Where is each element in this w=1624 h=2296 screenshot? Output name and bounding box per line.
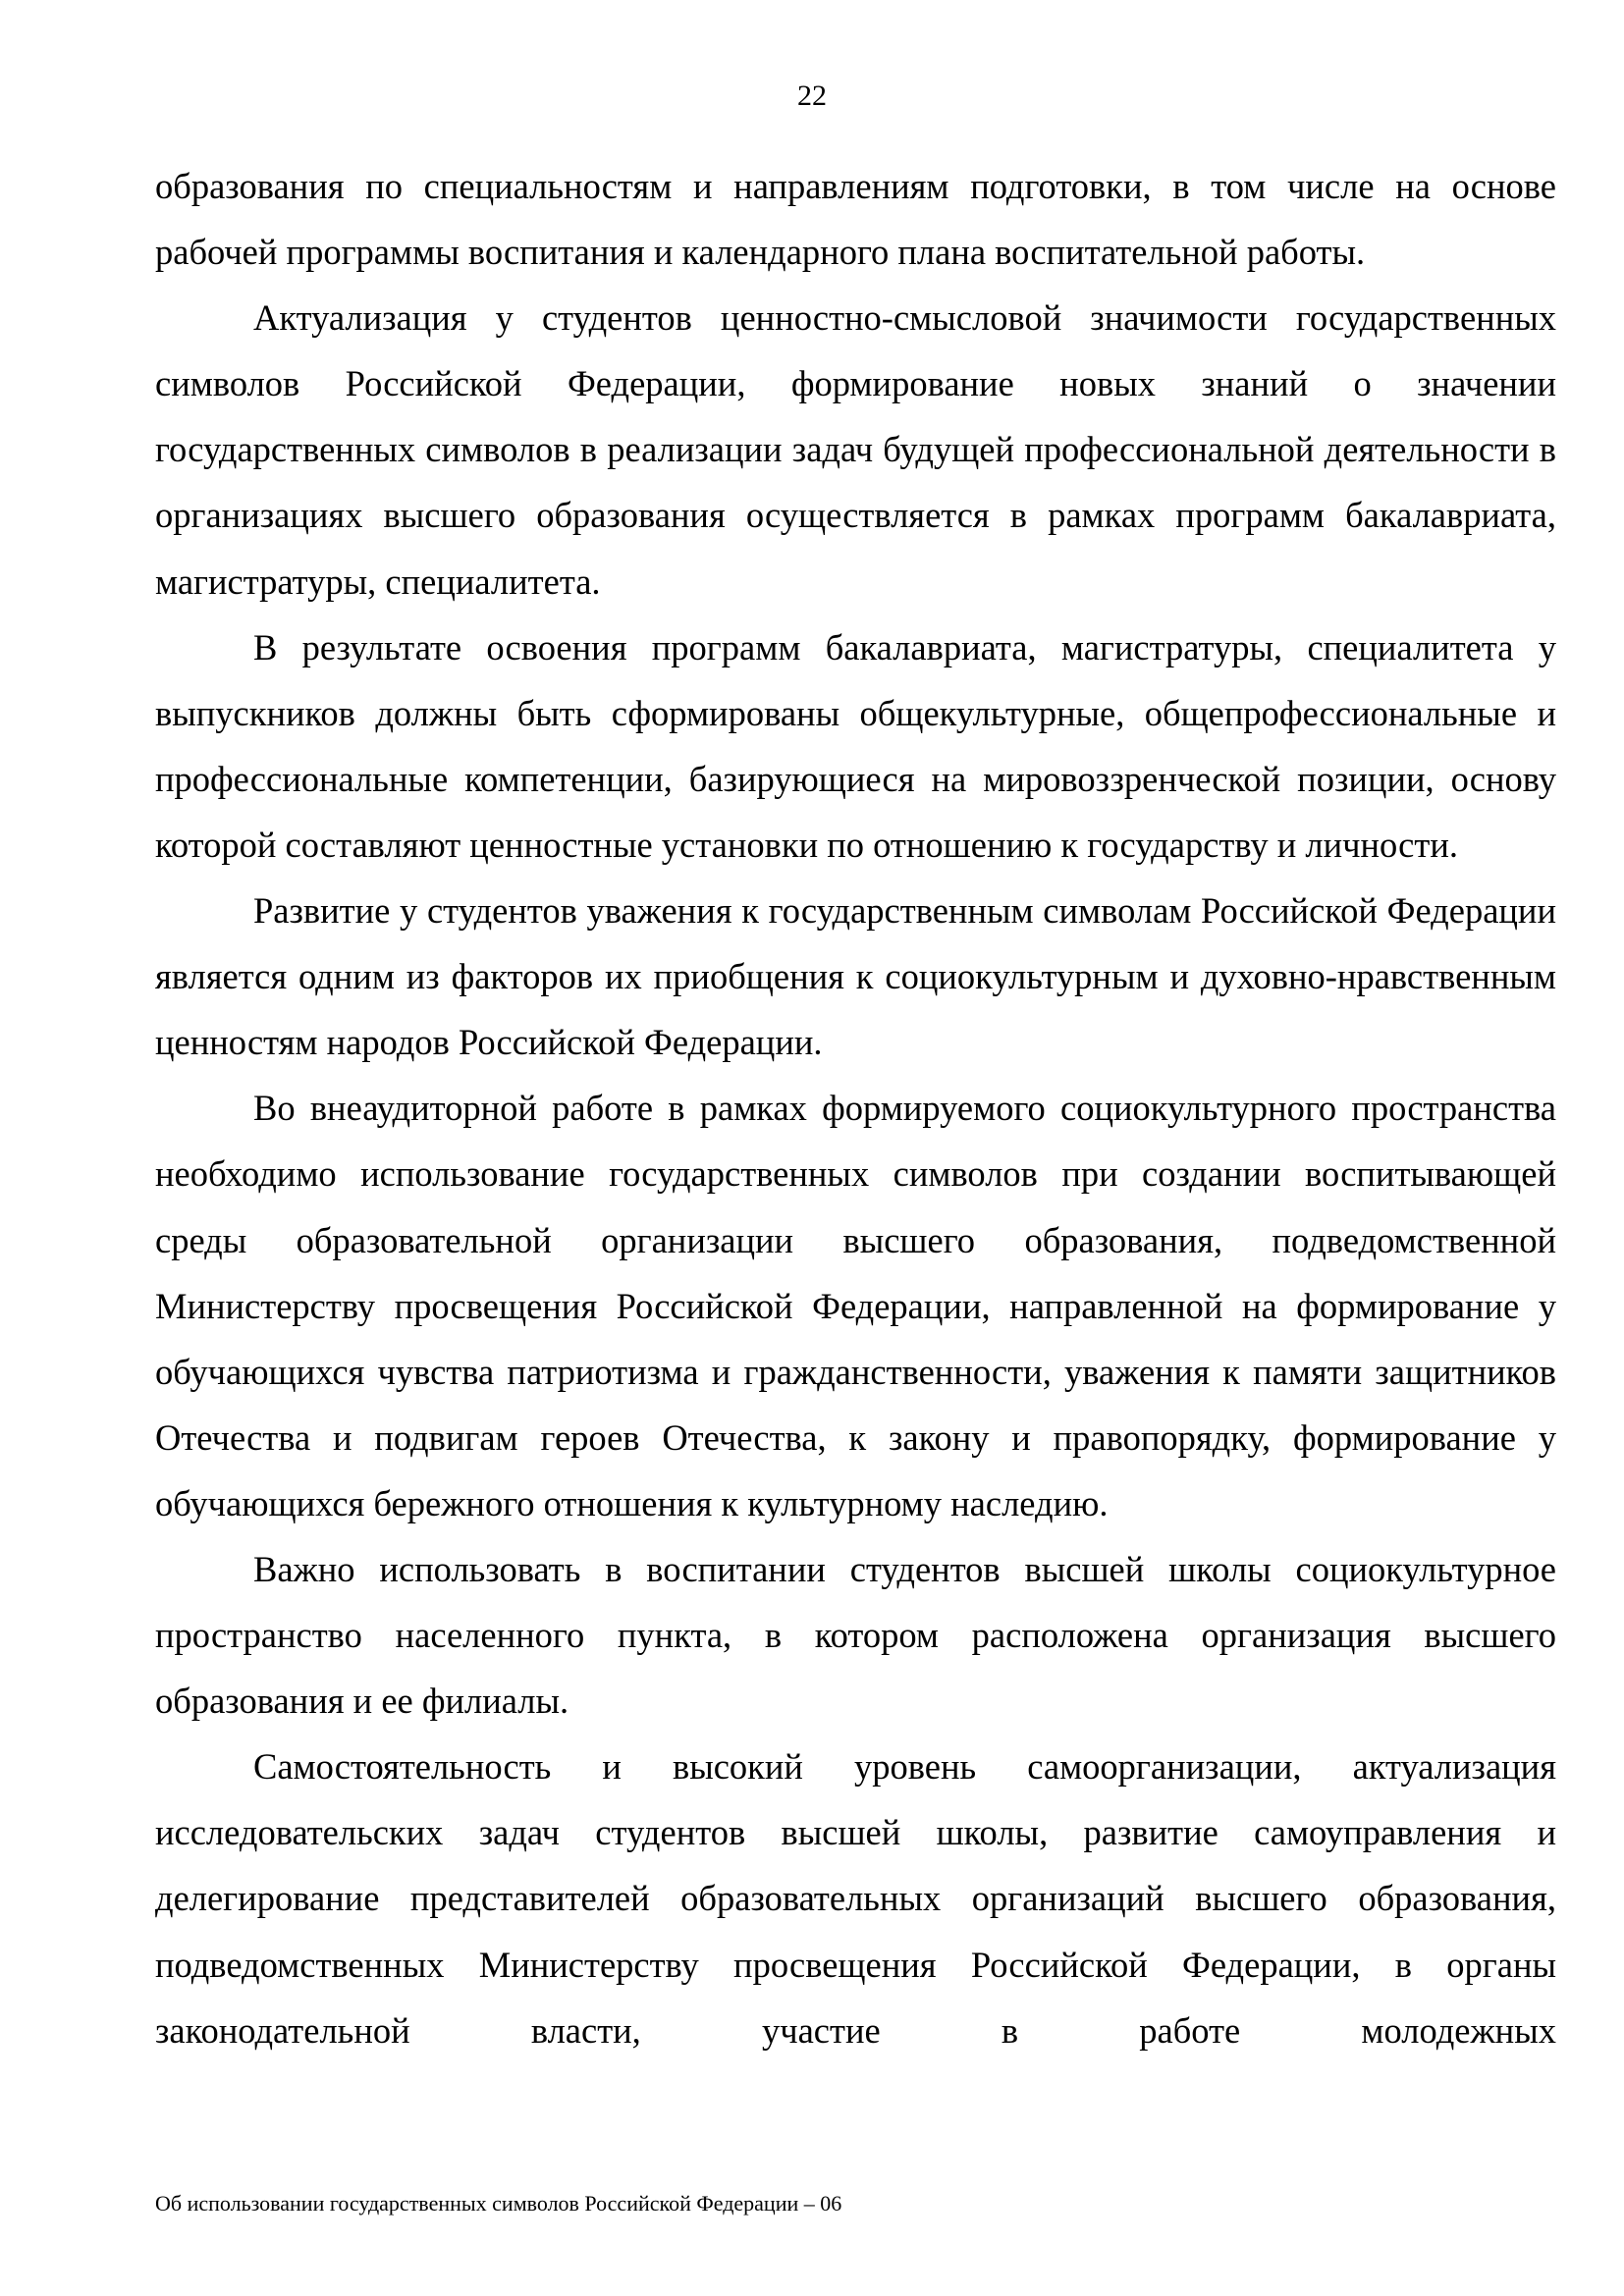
page-number: 22 — [797, 80, 827, 112]
document-footer: Об использовании государственных символов Российской Федерации – 06 — [155, 2191, 842, 2216]
paragraph-continued: образования по специальностям и направлениям подготовки, в том числе на основе рабочей программы воспитания и календарного плана воспитательной работы. — [155, 166, 1556, 273]
paragraph-continues: Самостоятельность и высокий уровень самоорганизации, актуализация исследовательских задач студентов высшей школы, развитие самоуправления и делегирование представителей образовательных организаций высшего образования, подведомственных Министерству просвещения Российской Федерации, в органы законодательной власти, участие в работе молодежных — [155, 1746, 1556, 2051]
paragraph: Важно использовать в воспитании студентов высшей школы социокультурное пространство населенного пункта, в котором расположена организация высшего образования и ее филиалы. — [155, 1548, 1556, 1722]
paragraph: Актуализация у студентов ценностно-смысловой значимости государственных символов Российской Федерации, формирование новых знаний о значении государственных символов в реализации задач будущей профессиональной деятельности в организациях высшего образования осуществляется в рамках программ бакалавриата, магистратуры, специалитета. — [155, 297, 1556, 602]
paragraph: Развитие у студентов уважения к государственным символам Российской Федерации является одним из факторов их приобщения к социокультурным и духовно-нравственным ценностям народов Российской Федерации. — [155, 890, 1556, 1063]
document-body — [155, 153, 1556, 2063]
paragraph: Во внеаудиторной работе в рамках формируемого социокультурного пространства необходимо использование государственных символов при создании воспитывающей среды образовательной организации высшего образования, подведомственной Министерству просвещения Российской Федерации, направленной на формирование у обучающихся чувства патриотизма и гражданственности, уважения к памяти защитников Отечества и подвигам героев Отечества, к закону и правопорядку, формирование у обучающихся бережного отношения к культурному наследию. — [155, 1088, 1556, 1523]
paragraph: В результате освоения программ бакалавриата, магистратуры, специалитета у выпускников должны быть сформированы общекультурные, общепрофессиональные и профессиональные компетенции, базирующиеся на мировоззренческой позиции, основу которой составляют ценностные установки по отношению к государству и личности. — [155, 626, 1556, 865]
